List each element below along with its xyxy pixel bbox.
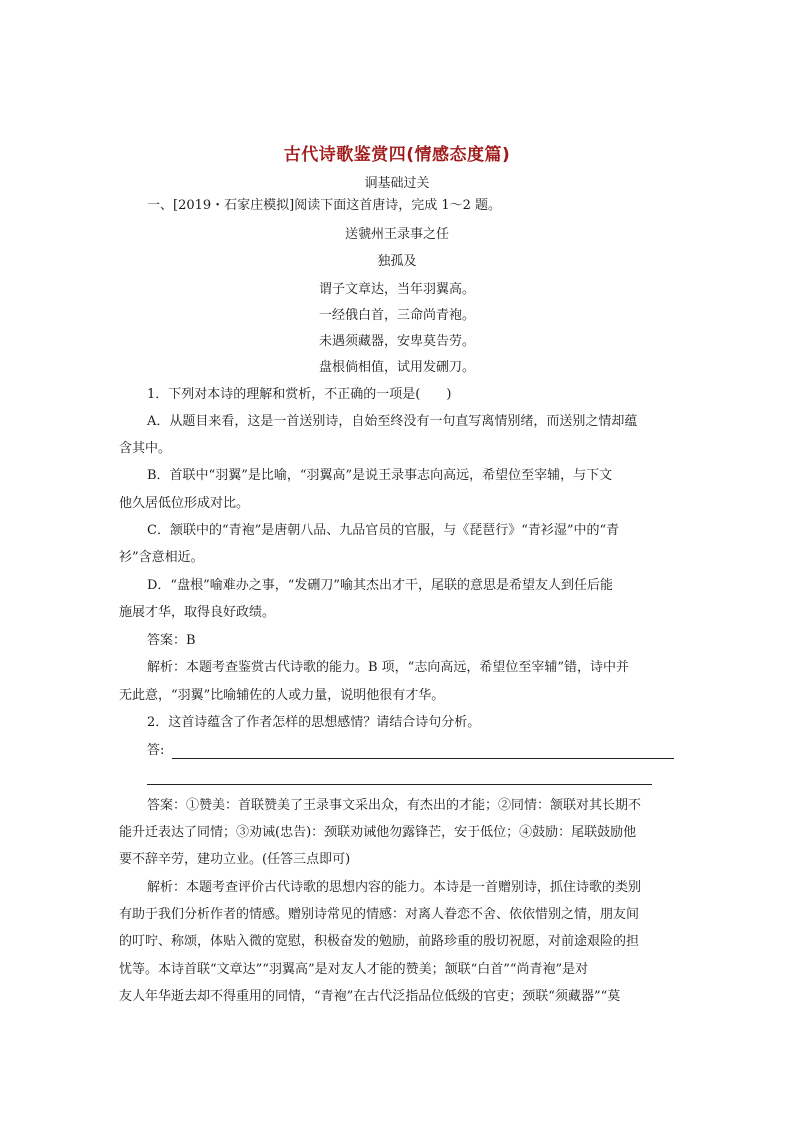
q2-analysis-line-4: 忧等。本诗首联“文章达”“羽翼高”是对友人才能的赞美；颔联“白首”“尚青袍”是对 xyxy=(119,962,589,977)
section-subtitle: 诇基础过关 xyxy=(364,176,430,191)
q1-option-c: C．颔联中的“青袍”是唐朝八品、九品官员的官服，与《琵琶行》“青衫湿”中的“青 xyxy=(147,523,620,538)
poem-line-4: 盘根倘相值，试用发硎刀。 xyxy=(318,360,475,375)
q2-analysis-line-1: 解析：本题考查评价古代诗歌的思想内容的能力。本诗是一首赠别诗，抓住诗歌的类别 xyxy=(147,880,642,895)
poem-title: 送虢州王录事之任 xyxy=(344,227,449,242)
poem-line-3: 未遇须藏器，安卑莫告劳。 xyxy=(318,334,475,349)
poem-line-2: 一经俄白首，三命尚青袍。 xyxy=(318,308,475,323)
q2-analysis-line-2: 有助于我们分析作者的情感。赠别诗常见的情感：对离人眷恋不舍、依依惜别之情，朋友间 xyxy=(119,907,640,922)
q1-analysis: 解析：本题考查鉴赏古代诗歌的能力。B 项，“志向高远，希望位至宰辅”错，诗中并 xyxy=(147,660,629,675)
q1-option-d-cont: 施展才华，取得良好政绩。 xyxy=(119,605,276,620)
q2-analysis-line-3: 的叮咛、称颂，体贴入微的宽慰，积极奋发的勉励，前路珍重的殷切祝愿，对前途艰险的担 xyxy=(119,934,640,949)
q2-stem: 2．这首诗蕴含了作者怎样的思想感情？请结合诗句分析。 xyxy=(147,715,481,730)
answer-blank-line-1 xyxy=(172,758,674,759)
poem-author: 独孤及 xyxy=(377,254,417,269)
q2-answer-line-2: 能升迁表达了同情；③劝诫(忠告)：颈联劝诫他勿露锋芒，安于低位；④鼓励：尾联鼓励他 xyxy=(119,825,637,840)
q1-analysis-cont: 无此意，“羽翼”比喻辅佐的人或力量，说明他很有才华。 xyxy=(119,688,445,703)
q2-analysis-line-5: 友人年华逝去却不得重用的同情，“青袍”在古代泛指品位低级的官吏；颈联“须藏器”“莫 xyxy=(119,989,621,1004)
q2-answer-line-3: 要不辞辛劳，建功立业。(任答三点即可) xyxy=(119,852,351,867)
poem-line-1: 谓子文章达，当年羽翼高。 xyxy=(318,282,475,297)
q2-answer-label: 答: xyxy=(147,743,165,758)
q1-stem: 1．下列对本诗的理解和赏析，不正确的一项是( ) xyxy=(147,387,452,402)
page-title: 古代诗歌鉴赏四(情感态度篇) xyxy=(283,145,511,165)
question-intro: 一、[2019・石家庄模拟]阅读下面这首唐诗，完成 1～2 题。 xyxy=(147,198,502,213)
q1-option-b: B．首联中“羽翼”是比喻，“羽翼高”是说王录事志向高远，希望位至宰辅，与下文 xyxy=(147,468,613,483)
q2-answer-line-1: 答案：①赞美：首联赞美了王录事文采出众，有杰出的才能；②同情：颔联对其长期不 xyxy=(147,798,642,813)
q1-option-a-cont: 含其中。 xyxy=(119,441,172,456)
q1-option-c-cont: 衫”含意相近。 xyxy=(119,550,204,565)
answer-blank-line-2 xyxy=(147,784,652,785)
q1-option-a: A．从题目来看，这是一首送别诗，自始至终没有一句直写离情别绪，而送别之情却蕴 xyxy=(147,414,638,429)
q1-answer: 答案：B xyxy=(147,633,196,648)
q1-option-b-cont: 他久居低位形成对比。 xyxy=(119,496,250,511)
q1-option-d: D．“盘根”喻难办之事，“发硎刀”喻其杰出才干，尾联的意思是希望友人到任后能 xyxy=(147,578,614,593)
